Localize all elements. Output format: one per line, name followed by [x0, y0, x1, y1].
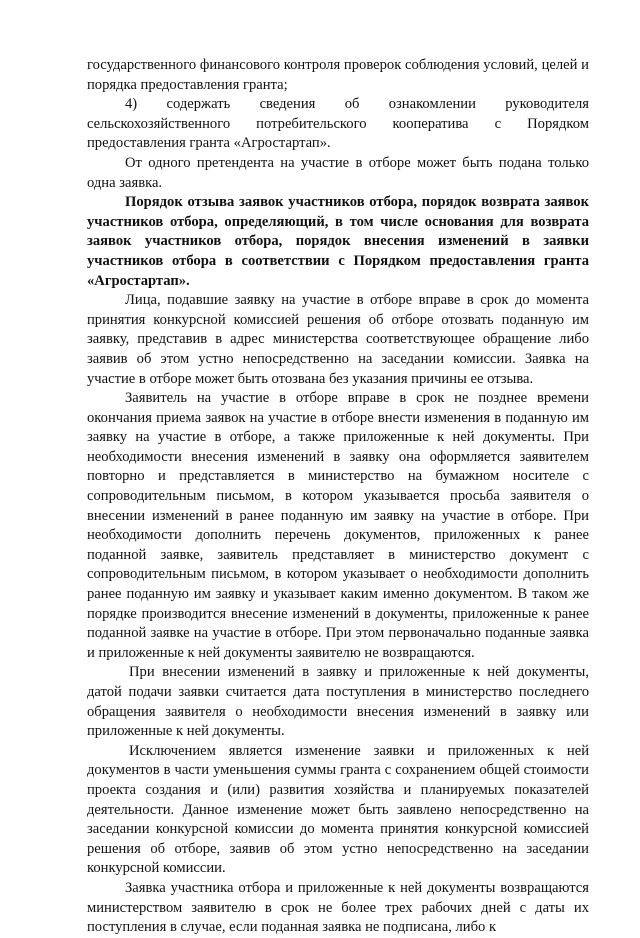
- section-heading: Порядок отзыва заявок участников отбора, порядок возврата заявок участников отбора, определяющий, в том числе основания для возврата заявок участников отбора, порядок внесения изменений в заявки участников отбора в соответствии с Порядком предоставления гранта «Агростартап».: [87, 194, 589, 289]
- paragraph-single-application: От одного претендента на участие в отборе может быть подана только одна заявка.: [87, 154, 589, 191]
- paragraph-continuation: государственного финансового контроля проверок соблюдения условий, целей и порядка предоставления гранта;: [87, 57, 589, 93]
- paragraph-changes: Заявитель на участие в отборе вправе в срок не позднее времени окончания приема заявок на участие в отборе внести изменения в поданную им заявку на участие в отборе, а также приложенные к ней документы. При необходимости внесения изменений в заявку она оформляется заявителем повторно и представляется в министерство на бумажном носителе с сопроводительным письмом, в котором указывается просьба заявителя о внесении изменений в ранее поданную им заявку на участие в отборе. При необходимости дополнить перечень документов, приложенных к ранее поданной заявке, заявитель представляет в министерство документ с сопроводительным письмом, в котором указывает о необходимости дополнить ранее поданную им заявку и указывает каким именно документом. В таком же порядке производится внесение изменений в документы, приложенные к ранее поданной заявке на участие в отборе. При этом первоначально поданные заявка и приложенные к ней документы заявителю не возвращаются.: [87, 390, 589, 661]
- document-page: [87, 56, 589, 938]
- paragraph-exception: Исключением является изменение заявки и приложенных к ней документов в части уменьшения суммы гранта с сохранением общей стоимости проекта создания и (или) развития хозяйства и планируемых показателей деятельности. Данное изменение может быть заявлено непосредственно на заседании конкурсной комиссии до момента принятия конкурсной комиссией решения об отборе, заявив об этом устно непосредственно на заседании конкурсной комиссии.: [87, 742, 589, 877]
- paragraph-item-4: 4) содержать сведения об ознакомлении руководителя сельскохозяйственного потребительского кооператива с Порядком предоставления гранта «Агростартап».: [87, 96, 589, 152]
- paragraph-withdrawal: Лица, подавшие заявку на участие в отборе вправе в срок до момента принятия конкурсной комиссией решения об отборе отозвать поданную им заявку, представив в адрес министерства соответствующее обращение либо заявив об этом устно непосредственно на заседании комиссии. Заявка на участие в отборе может быть отозвана без указания причины ее отзыва.: [87, 292, 589, 387]
- paragraph-return: Заявка участника отбора и приложенные к ней документы возвращаются министерством заявителю в срок не более трех рабочих дней с даты их поступления в случае, если поданная заявка не подписана, либо к: [87, 879, 589, 936]
- paragraph-submission-date: При внесении изменений в заявку и приложенные к ней документы, датой подачи заявки считается дата поступления в министерство последнего обращения заявителя о необходимости внесения изменений в заявку или приложенные к ней документы.: [87, 664, 589, 740]
